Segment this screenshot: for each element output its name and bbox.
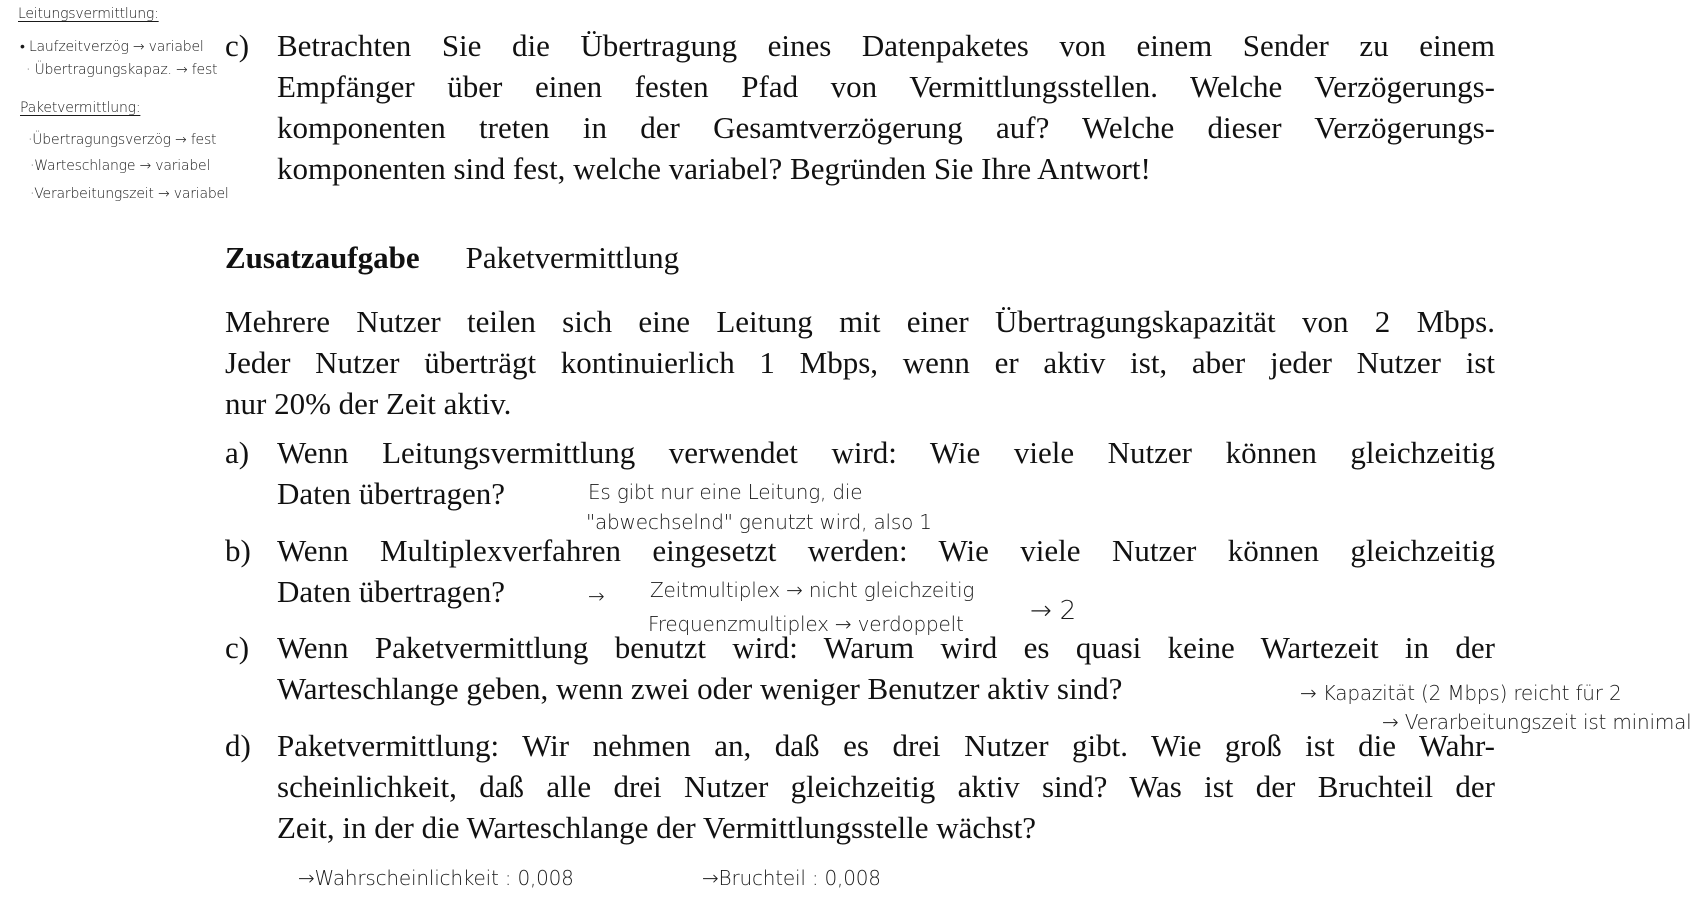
answer-a-line2: "abwechselnd" genutzt wird, also 1 [586, 510, 932, 534]
note-verarbeitungszeit: ·Verarbeitungszeit → variabel [30, 186, 229, 202]
question-d-line: Paketvermittlung: Wir nehmen an, daß es drei Nutzer gibt. Wie groß ist die Wahr- [277, 728, 1495, 763]
question-b-label: b) [225, 533, 251, 568]
zusatzaufgabe-heading [225, 237, 679, 278]
task-c-label: c) [225, 28, 250, 63]
answer-a-line1: Es gibt nur eine Leitung, die [588, 480, 863, 504]
question-b-line: Daten übertragen? [277, 574, 506, 609]
question-b-line: Wenn Multiplexverfahren eingesetzt werden: Wie viele Nutzer können gleichzeitig [277, 533, 1495, 568]
answer-c-line2: → Verarbeitungszeit ist minimal [1382, 710, 1692, 734]
zusatz-intro [225, 301, 1495, 424]
question-c-line: Wenn Paketvermittlung benutzt wird: Warum wird es quasi keine Wartezeit in der [277, 630, 1495, 665]
note-laufzeitverzoegerung: • Laufzeitverzög → variabel [20, 39, 204, 55]
answer-b-arrow: → [588, 584, 605, 608]
intro-line: Mehrere Nutzer teilen sich eine Leitung mit einer Übertragungskapazität von 2 Mbps. [225, 304, 1495, 339]
note-warteschlange: ·Warteschlange → variabel [30, 158, 211, 174]
question-c-label: c) [225, 630, 250, 665]
question-a-line: Daten übertragen? [277, 476, 506, 511]
answer-c-line1: → Kapazität (2 Mbps) reicht für 2 [1300, 681, 1622, 705]
answer-b-result: → 2 [1030, 596, 1076, 626]
note-uebertragungsverzoegerung: ·Übertragungsverzög → fest [28, 132, 217, 148]
question-d-label: d) [225, 728, 251, 763]
note-paketvermittlung-heading: Paketvermittlung: [20, 100, 141, 116]
question-c-line: Warteschlange geben, wenn zwei oder weniger Benutzer aktiv sind? [277, 671, 1123, 706]
answer-d-probability: →Wahrscheinlichkeit : 0,008 [298, 866, 574, 890]
answer-b-line2: Frequenzmultiplex → verdoppelt [648, 612, 964, 636]
question-a-line: Wenn Leitungsvermittlung verwendet wird: Wie viele Nutzer können gleichzeitig [277, 435, 1495, 470]
question-a-label: a) [225, 435, 250, 470]
question-d-line: Zeit, in der die Warteschlange der Vermittlungsstelle wächst? [277, 810, 1037, 845]
note-uebertragungskapazitaet: · Übertragungskapaz. → fest [26, 62, 218, 78]
question-d-line: scheinlichkeit, daß alle drei Nutzer gleichzeitig aktiv sind? Was ist der Bruchteil der [277, 769, 1495, 804]
task-c-line: Betrachten Sie die Übertragung eines Datenpaketes von einem Sender zu einem [277, 28, 1495, 63]
intro-line: nur 20% der Zeit aktiv. [225, 386, 512, 421]
task-c-line: komponenten treten in der Gesamtverzögerung auf? Welche dieser Verzögerungs- [277, 110, 1495, 145]
zusatzaufgabe-subtitle: Paketvermittlung [465, 240, 680, 275]
note-leitungsvermittlung-heading: Leitungsvermittlung: [18, 6, 159, 22]
answer-b-line1: Zeitmultiplex → nicht gleichzeitig [650, 578, 975, 602]
task-c-line: Empfänger über einen festen Pfad von Vermittlungsstellen. Welche Verzögerungs- [277, 69, 1495, 104]
intro-line: Jeder Nutzer überträgt kontinuierlich 1 Mbps, wenn er aktiv ist, aber jeder Nutzer ist [225, 345, 1495, 380]
zusatzaufgabe-title: Zusatzaufgabe [225, 240, 420, 275]
task-c-line: komponenten sind fest, welche variabel? Begründen Sie Ihre Antwort! [277, 151, 1151, 186]
answer-d-fraction: →Bruchteil : 0,008 [702, 866, 881, 890]
